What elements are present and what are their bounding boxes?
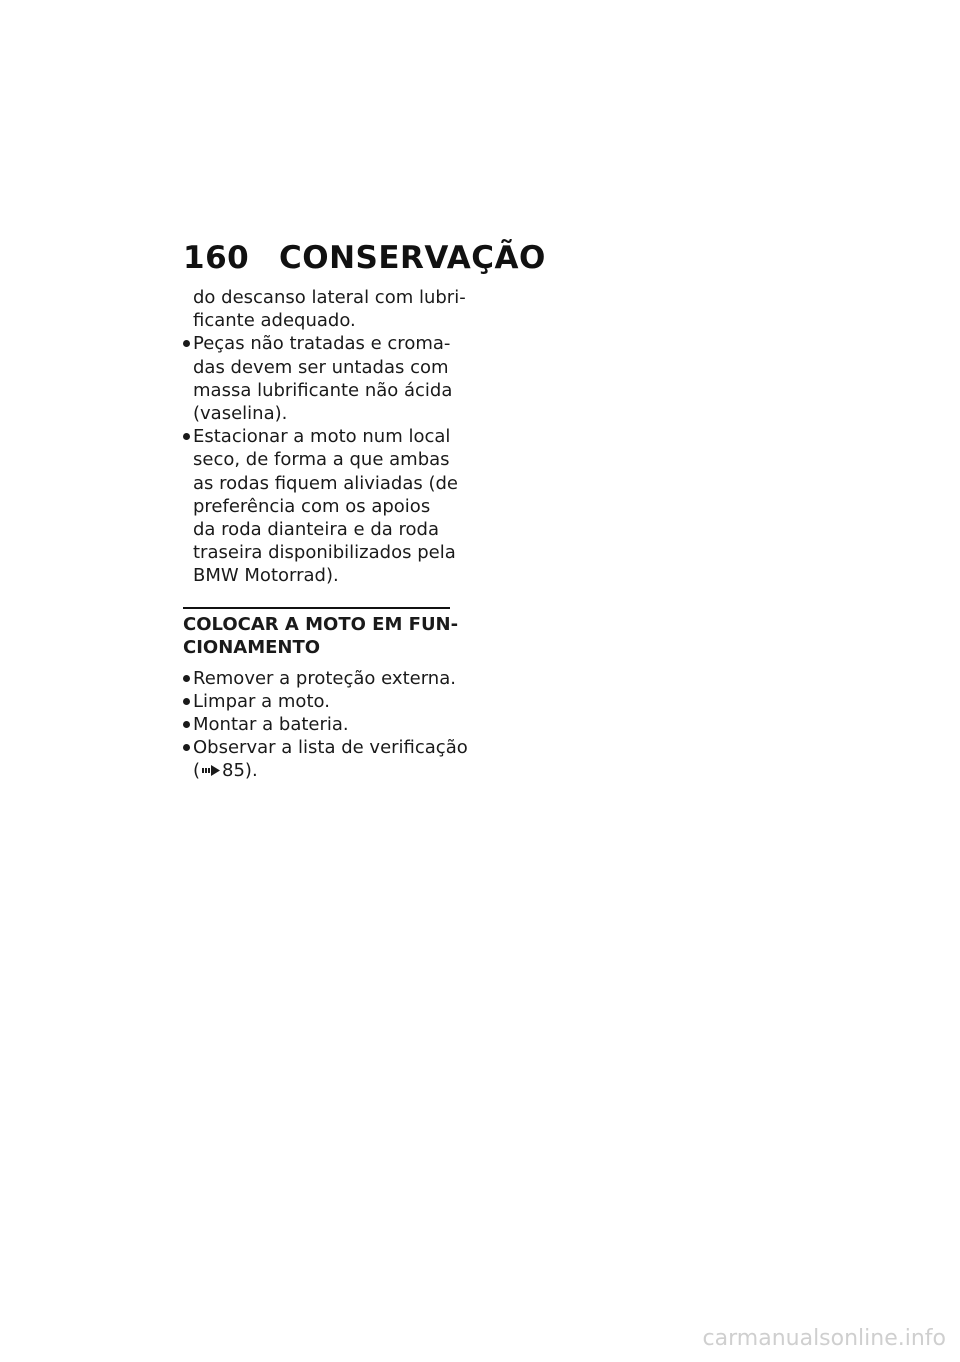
- text-line: Estacionar a moto num local: [193, 426, 451, 448]
- section-divider: [183, 607, 450, 609]
- bullet-icon: [183, 721, 190, 728]
- text-line: das devem ser untadas com: [193, 356, 449, 378]
- reference-open-paren: (: [193, 760, 201, 782]
- list-item: [183, 690, 455, 713]
- page-reference[interactable]: [193, 759, 455, 782]
- list-item: [183, 713, 455, 736]
- text-line: Montar a bateria.: [193, 714, 349, 736]
- page-number: 160: [183, 240, 250, 276]
- list-item: [183, 425, 458, 587]
- text-line: da roda dianteira e da roda: [193, 519, 439, 541]
- list-item: [183, 332, 455, 425]
- bullet-icon: [183, 675, 190, 682]
- text-line: as rodas fiquem aliviadas (de: [193, 472, 458, 494]
- page-title: CONSERVAÇÃO: [279, 240, 546, 276]
- watermark-footer: carmanualsonline.info: [702, 1326, 946, 1351]
- list-item: [183, 736, 468, 782]
- arrow-right-icon: [202, 765, 220, 776]
- text-line: seco, de forma a que ambas: [193, 449, 450, 471]
- list-item: [183, 667, 455, 690]
- text-line: Peças não tratadas e croma-: [193, 333, 451, 355]
- bullet-icon: [183, 340, 190, 347]
- text-line: massa lubrificante não ácida: [193, 379, 453, 401]
- section-heading-line: COLOCAR A MOTO EM FUN-: [183, 613, 459, 635]
- page-header: [183, 240, 546, 276]
- text-line: Observar a lista de verificação: [193, 737, 468, 759]
- text-line: Remover a proteção externa.: [193, 667, 456, 689]
- section-heading: [183, 613, 459, 659]
- text-line: traseira disponibilizados pela: [193, 542, 456, 564]
- bullet-icon: [183, 698, 190, 705]
- bullet-icon: [183, 744, 190, 751]
- text-line: (vaselina).: [193, 403, 288, 425]
- section-heading-line: CIONAMENTO: [183, 636, 321, 658]
- text-line: BMW Motorrad).: [193, 565, 339, 587]
- text-line: Limpar a moto.: [193, 690, 330, 712]
- bullet-icon: [183, 433, 190, 440]
- reference-page: 85).: [222, 760, 258, 782]
- text-line: do descanso lateral com lubri-: [193, 287, 466, 308]
- text-line: preferência com os apoios: [193, 495, 431, 517]
- text-line: ficante adequado.: [193, 310, 356, 332]
- text-column: [183, 286, 468, 783]
